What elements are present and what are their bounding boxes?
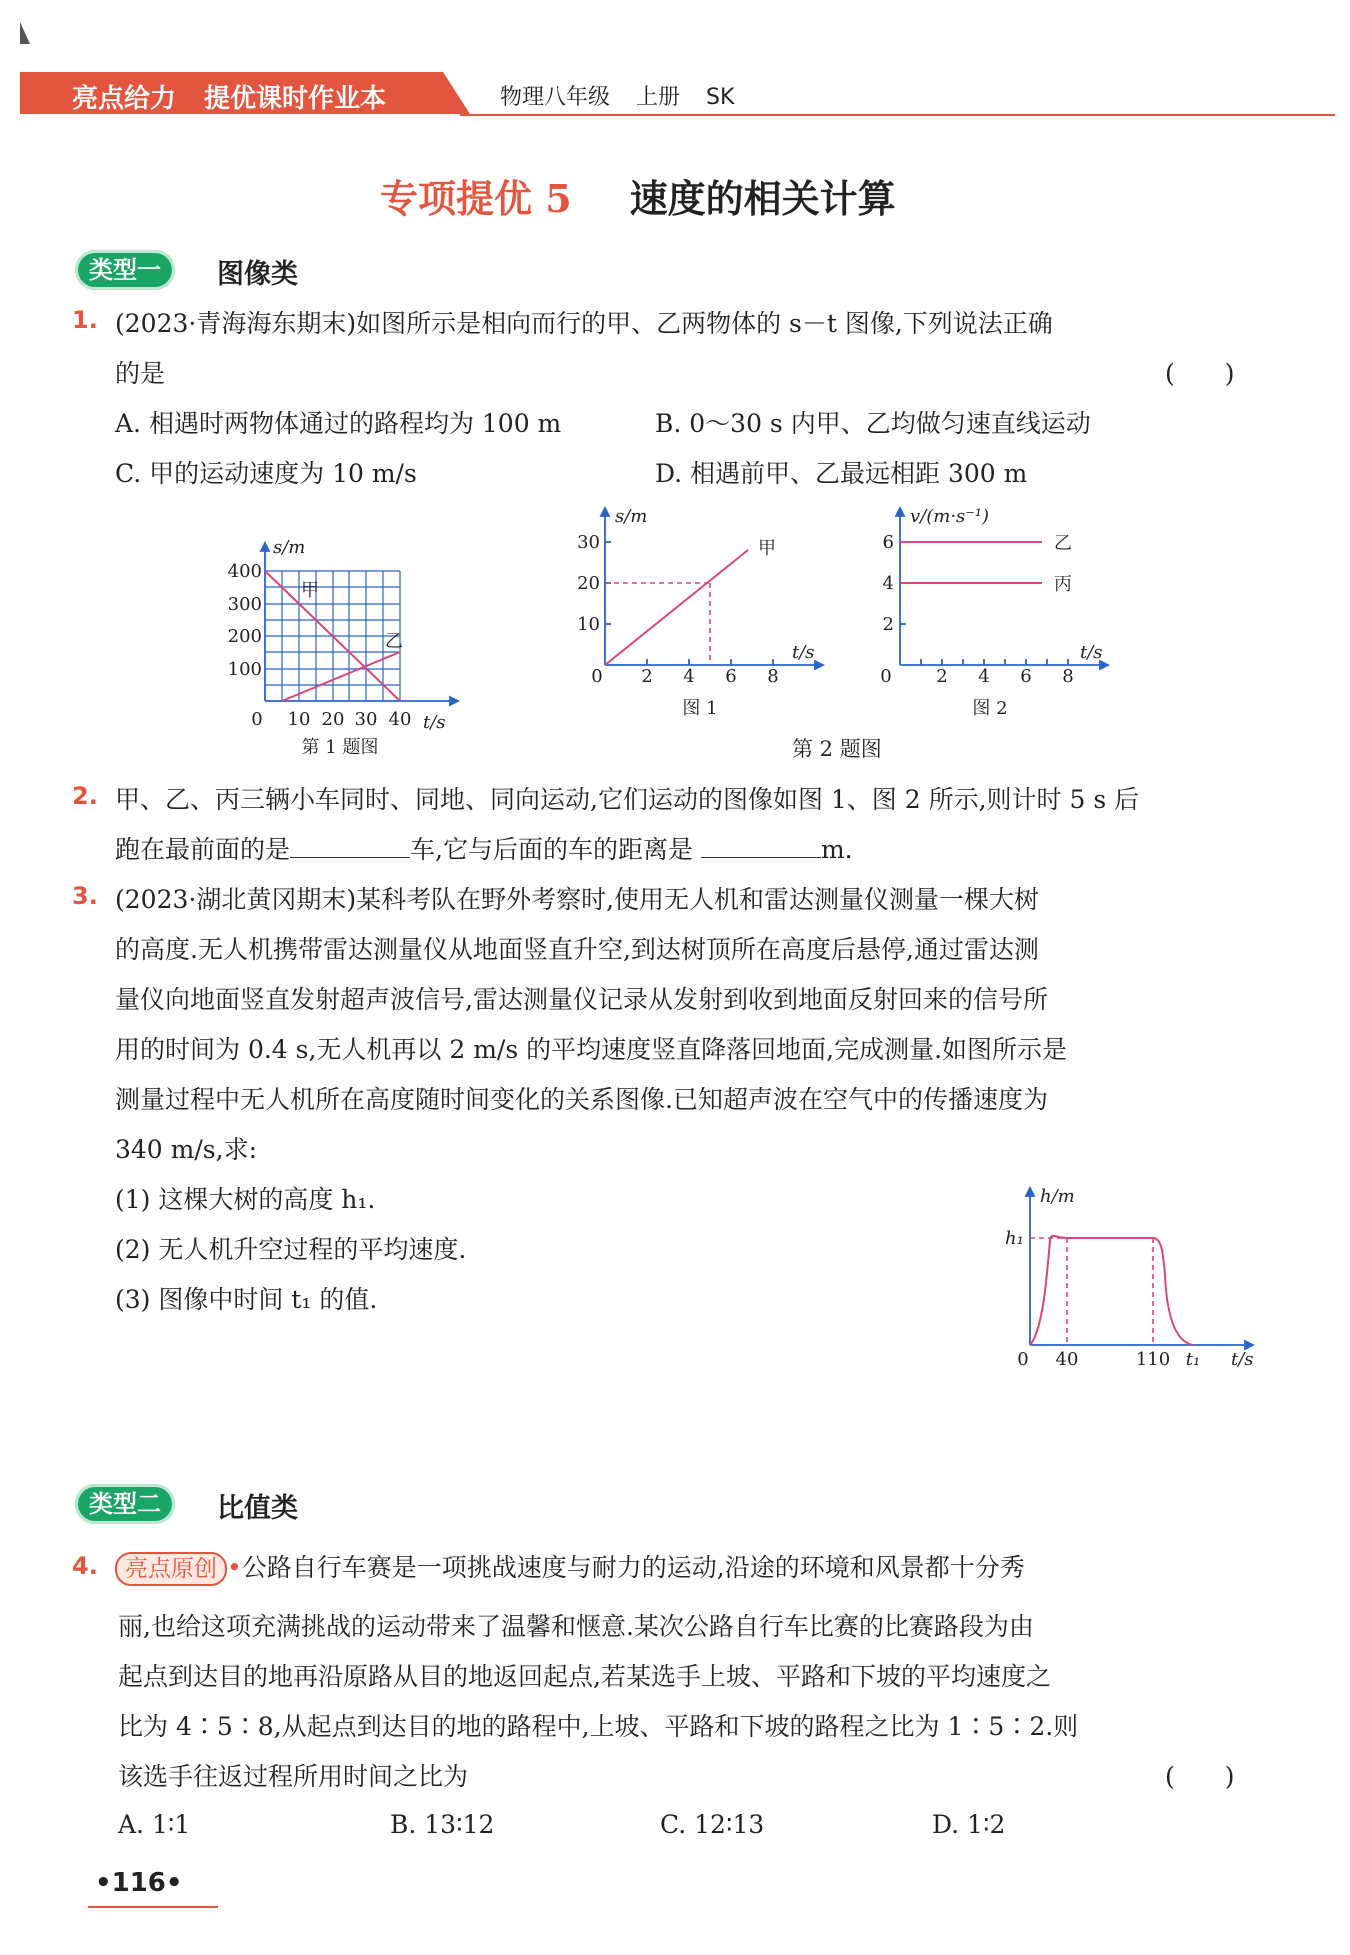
q1-xtick: 30 bbox=[354, 709, 378, 730]
q3-line: 用的时间为 0.4 s,无人机再以 2 m/s 的平均速度竖直降落回地面,完成测量.如图所示是 bbox=[115, 1035, 1068, 1064]
q1-ylabel: s/m bbox=[273, 537, 306, 558]
q3-height-curve bbox=[1030, 1236, 1193, 1345]
q3-xlabel: t/s bbox=[1231, 1349, 1254, 1370]
q2a-xtick: 2 bbox=[641, 666, 653, 687]
q4-option-d[interactable]: D. 1∶2 bbox=[932, 1810, 1006, 1839]
q1-line1: (2023·青海海东期末)如图所示是相向而行的甲、乙两物体的 s－t 图像,下列说法正确 bbox=[115, 309, 1053, 338]
q3-sub1: (1) 这棵大树的高度 h₁. bbox=[115, 1185, 376, 1214]
header-subject bbox=[500, 80, 760, 111]
q2-line1: 甲、乙、丙三辆小车同时、同地、同向运动,它们运动的图像如图 1、图 2 所示,则计时 5 s 后 bbox=[115, 785, 1140, 814]
edition-name: SK bbox=[706, 85, 735, 110]
q2a-ytick: 10 bbox=[577, 614, 600, 635]
q2-line2-part1: 跑在最前面的是 bbox=[115, 835, 291, 864]
q2a-ytick: 20 bbox=[577, 573, 600, 594]
series-name: 提优课时作业本 bbox=[204, 84, 387, 114]
header-brand bbox=[72, 78, 386, 115]
q2a-xtick: 6 bbox=[725, 666, 737, 687]
q4-option-c[interactable]: C. 12∶13 bbox=[660, 1810, 765, 1839]
section2-title: 比值类 bbox=[217, 1493, 298, 1524]
q1-option-c[interactable]: C. 甲的运动速度为 10 m/s bbox=[115, 459, 417, 488]
q1-xtick: 40 bbox=[388, 709, 412, 730]
volume-name: 上册 bbox=[636, 85, 681, 110]
q2a-xtick: 8 bbox=[767, 666, 779, 687]
q1-label-jia: 甲 bbox=[301, 580, 319, 601]
page-number: •116• bbox=[95, 1868, 183, 1898]
q3-ylabel: h/m bbox=[1040, 1186, 1075, 1207]
q1-xlabel: t/s bbox=[423, 712, 446, 733]
q1-option-b[interactable]: B. 0～30 s 内甲、乙均做匀速直线运动 bbox=[655, 409, 1091, 438]
q1-line-yi bbox=[282, 652, 400, 701]
q2-blank-distance[interactable] bbox=[701, 833, 821, 858]
q3-figure bbox=[995, 1180, 1275, 1380]
subject-name: 物理八年级 bbox=[500, 85, 611, 110]
q1-caption: 第 1 题图 bbox=[301, 737, 379, 758]
q3-h1-label: h₁ bbox=[1005, 1228, 1024, 1249]
section1-badge: 类型一 bbox=[75, 250, 175, 290]
q4-line5: 该选手往返过程所用时间之比为 bbox=[118, 1762, 469, 1791]
q3-line: (2023·湖北黄冈期末)某科考队在野外考察时,使用无人机和雷达测量仪测量一棵大树 bbox=[115, 885, 1040, 914]
brand-name: 亮点给力 bbox=[72, 84, 177, 114]
q2a-caption: 图 1 bbox=[682, 698, 718, 719]
q2a-ytick: 30 bbox=[577, 532, 600, 553]
section1-title: 图像类 bbox=[217, 259, 298, 290]
q3-line: 的高度.无人机携带雷达测量仪从地面竖直升空,到达树顶所在高度后悬停,通过雷达测 bbox=[115, 935, 1039, 964]
section2-badge: 类型二 bbox=[75, 1484, 175, 1524]
q4-option-a[interactable]: A. 1∶1 bbox=[118, 1810, 191, 1839]
q2b-ytick: 4 bbox=[882, 573, 894, 594]
page-number-rule bbox=[88, 1906, 218, 1908]
q2b-ylabel: v/(m·s⁻¹) bbox=[910, 506, 990, 527]
q3-xtick: 40 bbox=[1055, 1349, 1079, 1370]
q3-line: 测量过程中无人机所在高度随时间变化的关系图像.已知超声波在空气中的传播速度为 bbox=[115, 1085, 1048, 1114]
q4-line1-text: 公路自行车赛是一项挑战速度与耐力的运动,沿途的环境和风景都十分秀 bbox=[241, 1553, 1025, 1582]
q2b-label-yi: 乙 bbox=[1054, 533, 1072, 554]
q2-figure2 bbox=[860, 500, 1120, 730]
q3-xtick: 0 bbox=[1017, 1349, 1029, 1370]
q2b-caption: 图 2 bbox=[972, 698, 1008, 719]
q1-option-a[interactable]: A. 相遇时两物体通过的路程均为 100 m bbox=[115, 409, 562, 438]
q2a-xlabel: t/s bbox=[792, 642, 815, 663]
q3-xtick: t₁ bbox=[1185, 1349, 1201, 1370]
title-prefix: 专项提优 5 bbox=[380, 176, 572, 221]
q2b-xtick: 0 bbox=[880, 666, 892, 687]
q2-line2-part2: 车,它与后面的车的距离是 bbox=[410, 835, 693, 864]
q2b-xtick: 6 bbox=[1020, 666, 1032, 687]
q1-option-d[interactable]: D. 相遇前甲、乙最远相距 300 m bbox=[655, 459, 1028, 488]
q2b-xtick: 8 bbox=[1062, 666, 1074, 687]
q2a-y-arrow bbox=[601, 508, 609, 516]
q2b-label-bing: 丙 bbox=[1054, 574, 1072, 595]
q3-line: 量仪向地面竖直发射超声波信号,雷达测量仪记录从发射到收到地面反射回来的信号所 bbox=[115, 985, 1048, 1014]
q2a-ylabel: s/m bbox=[615, 506, 648, 527]
q2a-xtick: 0 bbox=[591, 666, 603, 687]
q1-ytick: 300 bbox=[227, 594, 262, 615]
q4-line4: 比为 4∶5∶8,从起点到达目的地的路程中,上坡、平路和下坡的路程之比为 1∶5∶2.则 bbox=[118, 1712, 1079, 1741]
q4-line3: 起点到达目的地再沿原路从目的地返回起点,若某选手上坡、平路和下坡的平均速度之 bbox=[118, 1662, 1051, 1691]
q3-sub3: (3) 图像中时间 t₁ 的值. bbox=[115, 1285, 378, 1314]
page-title bbox=[380, 168, 896, 223]
q4-line1: 亮点原创 •公路自行车赛是一项挑战速度与耐力的运动,沿途的环境和风景都十分秀 bbox=[115, 1548, 1025, 1586]
q1-x-arrow bbox=[450, 697, 458, 705]
q3-sub2: (2) 无人机升空过程的平均速度. bbox=[115, 1235, 467, 1264]
q3-xtick: 110 bbox=[1135, 1349, 1171, 1370]
q2a-label-jia: 甲 bbox=[758, 538, 776, 559]
title-main: 速度的相关计算 bbox=[629, 176, 896, 221]
q1-ytick: 100 bbox=[227, 659, 262, 680]
q2a-x-arrow bbox=[815, 661, 823, 669]
q1-xtick: 0 bbox=[251, 709, 263, 730]
q2b-xtick: 2 bbox=[936, 666, 948, 687]
q4-answer-paren: ( ) bbox=[1165, 1762, 1235, 1791]
q4-option-b[interactable]: B. 13∶12 bbox=[390, 1810, 495, 1839]
q1-xtick: 10 bbox=[287, 709, 311, 730]
q2b-ytick: 6 bbox=[882, 532, 894, 553]
q1-ytick: 200 bbox=[227, 626, 262, 647]
q2-number: 2. bbox=[72, 782, 98, 810]
header-rule bbox=[460, 114, 1335, 116]
q2-figure1 bbox=[560, 500, 840, 730]
q3-x-arrow bbox=[1245, 1341, 1253, 1349]
q1-line2: 的是 bbox=[115, 359, 166, 388]
q4-number: 4. bbox=[72, 1552, 98, 1580]
q1-ytick: 400 bbox=[227, 561, 262, 582]
q1-number: 1. bbox=[72, 306, 98, 334]
q3-y-arrow bbox=[1026, 1188, 1034, 1196]
q4-line2: 丽,也给这项充满挑战的运动带来了温馨和惬意.某次公路自行车比赛的比赛路段为由 bbox=[118, 1612, 1034, 1641]
q3-number: 3. bbox=[72, 882, 98, 910]
q2-figure-caption: 第 2 题图 bbox=[792, 737, 882, 761]
corner-mark bbox=[20, 22, 30, 44]
original-tag: 亮点原创 bbox=[115, 1552, 227, 1586]
q1-answer-paren: ( ) bbox=[1165, 359, 1235, 388]
q1-label-yi: 乙 bbox=[385, 631, 403, 652]
q1-figure bbox=[215, 535, 465, 765]
q2-blank-car[interactable] bbox=[290, 833, 410, 858]
q1-xtick: 20 bbox=[321, 709, 345, 730]
q2b-xlabel: t/s bbox=[1080, 642, 1103, 663]
q2a-xtick: 4 bbox=[683, 666, 695, 687]
q1-y-arrow bbox=[261, 543, 269, 551]
q2-line2 bbox=[115, 830, 853, 866]
q3-line: 340 m/s,求: bbox=[115, 1135, 257, 1164]
q2a-line-jia bbox=[605, 550, 748, 665]
q2-line2-part3: m. bbox=[820, 835, 853, 864]
q2b-xtick: 4 bbox=[978, 666, 990, 687]
q2b-ytick: 2 bbox=[882, 614, 894, 635]
q2b-y-arrow bbox=[896, 508, 904, 516]
